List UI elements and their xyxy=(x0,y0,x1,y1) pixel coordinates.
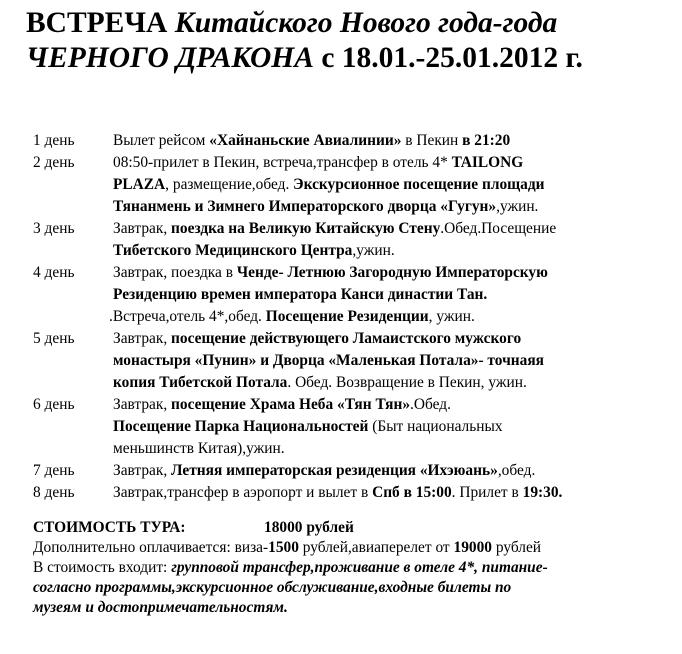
day-line xyxy=(113,350,673,372)
text-segment: 19000 xyxy=(453,539,492,556)
day-row xyxy=(33,130,673,152)
day-line xyxy=(113,416,673,438)
title-dragon: ЧЕРНОГО ДРАКОНА xyxy=(26,42,314,74)
day-line xyxy=(113,328,673,350)
text-segment: .Обед. xyxy=(410,396,451,413)
text-segment: Посещение Резиденции xyxy=(265,308,429,325)
text-segment: Завтрак, xyxy=(113,220,172,237)
day-number: 4 день xyxy=(33,264,75,281)
day-number: 1 день xyxy=(33,132,75,149)
day-line xyxy=(113,174,673,196)
price-header xyxy=(33,518,678,538)
day-description xyxy=(113,482,673,504)
text-segment: Дополнительно оплачивается: виза- xyxy=(33,539,269,556)
price-value: 18000 рублей xyxy=(264,519,354,536)
day-description xyxy=(113,130,673,152)
price-details xyxy=(33,538,678,618)
text-segment: поездка на Великую Китайскую Стену xyxy=(171,220,441,237)
text-segment: Завтрак, поездка в xyxy=(113,264,237,281)
text-segment: меньшинств Китая),ужин. xyxy=(113,440,285,457)
text-segment: «Хайнаньские Авиалинии» xyxy=(209,132,402,149)
text-segment: Завтрак, xyxy=(113,396,172,413)
text-segment: Завтрак,трансфер в аэропорт и вылет в xyxy=(113,484,373,501)
day-description xyxy=(113,152,673,218)
day-line xyxy=(113,438,673,460)
text-segment: рублей xyxy=(492,539,542,556)
day-line xyxy=(113,262,673,284)
price-label: СТОИМОСТЬ ТУРА: xyxy=(33,519,186,536)
text-segment: Завтрак, xyxy=(113,330,172,347)
day-description xyxy=(113,394,673,460)
text-segment: .Встреча,отель 4*,обед. xyxy=(109,308,266,325)
title-dates: с 18.01.-25.01.2012 г. xyxy=(313,42,583,74)
text-segment: PLAZA xyxy=(113,176,166,193)
day-line xyxy=(113,482,673,504)
text-segment: в Пекин xyxy=(401,132,463,149)
day-line xyxy=(113,218,673,240)
text-segment: Тянанмень и Зимнего Императорского дворца «Гугун» xyxy=(113,198,497,215)
text-segment: 19:30. xyxy=(522,484,563,501)
day-line xyxy=(109,306,673,328)
text-segment: 08:50-прилет в Пекин, встреча,трансфер в отель 4* xyxy=(113,154,452,171)
day-line xyxy=(113,372,673,394)
day-line xyxy=(113,152,673,174)
price-detail-line xyxy=(33,578,678,598)
day-number: 2 день xyxy=(33,154,75,171)
text-segment: посещение Храма Неба «Тян Тян» xyxy=(171,396,411,413)
day-line xyxy=(113,460,673,482)
text-segment: рублей,авиаперелет от xyxy=(298,539,454,556)
day-row xyxy=(33,328,673,394)
text-segment: музеям и достопримечательностям. xyxy=(33,599,288,616)
day-number: 6 день xyxy=(33,396,75,413)
text-segment: ,обед. xyxy=(497,462,536,479)
text-segment: копия Тибетской Потала xyxy=(113,374,288,391)
text-segment: ,ужин. xyxy=(352,242,395,259)
day-row xyxy=(33,218,673,262)
text-segment: в 21:20 xyxy=(462,132,511,149)
day-line xyxy=(113,240,673,262)
day-row xyxy=(33,460,673,482)
day-number: 3 день xyxy=(33,220,75,237)
text-segment: , размещение,обед. xyxy=(165,176,294,193)
text-segment: Экскурсионное посещение площади xyxy=(293,176,545,193)
text-segment: Ченде- Летнюю Загородную Императорскую xyxy=(236,264,548,281)
text-segment: (Быт национальных xyxy=(368,418,503,435)
day-row xyxy=(33,394,673,460)
text-segment: Вылет рейсом xyxy=(113,132,210,149)
text-segment: ,ужин. xyxy=(496,198,539,215)
price-section xyxy=(33,518,678,618)
text-segment: монастыря «Пунин» и Дворца «Маленькая Потала»- точнаяя xyxy=(113,352,544,369)
text-segment: .Обед.Посещение xyxy=(440,220,557,237)
text-segment: согласно программы,экскурсионное обслуживание,входные билеты по xyxy=(33,579,512,596)
price-detail-line xyxy=(33,558,678,578)
title-line-1 xyxy=(26,6,676,41)
text-segment: Завтрак, xyxy=(113,462,172,479)
day-description xyxy=(113,218,673,262)
text-segment: Летняя императорская резиденция «Ихэюань» xyxy=(171,462,498,479)
text-segment: . Прилет в xyxy=(451,484,523,501)
day-number: 8 день xyxy=(33,484,75,501)
text-segment: Посещение Парка Национальностей xyxy=(113,418,369,435)
day-row xyxy=(33,152,673,218)
day-description xyxy=(109,262,673,328)
price-detail-line xyxy=(33,598,678,618)
text-segment: Резиденцию времен императора Канси династии Тан. xyxy=(113,286,488,303)
price-detail-line xyxy=(33,538,678,558)
itinerary xyxy=(33,130,673,504)
text-segment: 1500 xyxy=(268,539,299,556)
day-description xyxy=(113,460,673,482)
text-segment: групповой трансфер,проживание в отеле 4*, питание- xyxy=(171,559,548,576)
text-segment: TAILONG xyxy=(451,154,524,171)
day-line xyxy=(113,196,673,218)
day-line xyxy=(113,284,673,306)
day-row xyxy=(33,262,673,328)
day-line xyxy=(113,394,673,416)
day-line xyxy=(113,130,673,152)
title-line-2 xyxy=(26,41,676,76)
text-segment: Спб в 15:00 xyxy=(372,484,452,501)
text-segment: Тибетского Медицинского Центра xyxy=(113,242,353,259)
text-segment: В стоимость входит: xyxy=(33,559,172,576)
day-description xyxy=(113,328,673,394)
text-segment: . Обед. Возвращение в Пекин, ужин. xyxy=(287,374,527,391)
text-segment: , ужин. xyxy=(428,308,475,325)
title-event: Китайского Нового года-года xyxy=(174,7,558,39)
text-segment: посещение действующего Ламаистского мужского xyxy=(171,330,522,347)
title-prefix: ВСТРЕЧА xyxy=(26,7,175,39)
day-number: 5 день xyxy=(33,330,75,347)
day-row xyxy=(33,482,673,504)
day-number: 7 день xyxy=(33,462,75,479)
page-title xyxy=(26,6,676,76)
